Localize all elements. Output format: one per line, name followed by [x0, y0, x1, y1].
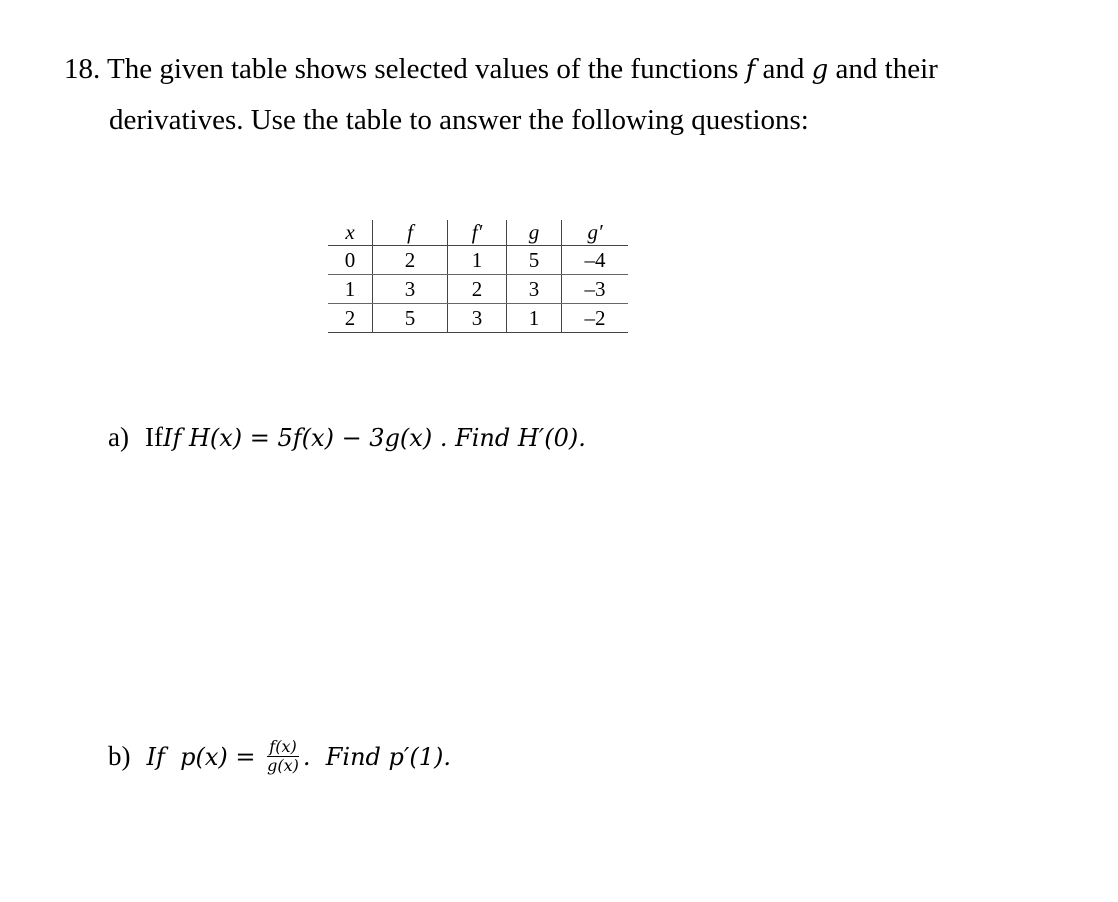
question-a-label: a) — [108, 422, 129, 452]
question-b — [108, 738, 451, 775]
question-b-label: b) — [108, 741, 131, 771]
table-header-cell: g — [507, 220, 562, 246]
table-row — [328, 275, 628, 304]
problem-text-end: and their — [835, 53, 938, 85]
table-row — [328, 304, 628, 333]
question-a-prefix: If — [144, 422, 163, 452]
problem-text-start: The given table shows selected values of the functions — [106, 53, 739, 85]
problem-statement-line-2: derivatives. Use the table to answer the following questions: — [109, 104, 809, 136]
question-a — [108, 422, 586, 453]
question-b-rhs: . Find p′(1). — [302, 742, 451, 771]
table-header-cell: f′ — [448, 220, 507, 246]
table-cell: 0 — [328, 246, 373, 275]
table-cell: 3 — [507, 275, 562, 304]
values-table — [328, 220, 628, 333]
table-cell: –3 — [562, 275, 629, 304]
function-g-symbol: g — [811, 55, 829, 85]
table-header-cell: x — [328, 220, 373, 246]
table-cell: 2 — [328, 304, 373, 333]
table-cell: –4 — [562, 246, 629, 275]
table-cell: 1 — [507, 304, 562, 333]
table-cell: 5 — [373, 304, 448, 333]
problem-statement-line-1 — [64, 52, 938, 87]
problem-number: 18. — [64, 53, 101, 85]
table-cell: 2 — [373, 246, 448, 275]
table-header-row — [328, 220, 628, 246]
question-a-formula: If H(x) = 5f(x) − 3g(x) . Find H′(0). — [162, 423, 586, 452]
table-cell: 5 — [507, 246, 562, 275]
question-b-lhs: If p(x) = — [146, 742, 264, 771]
table-cell: 3 — [373, 275, 448, 304]
table-cell: –2 — [562, 304, 629, 333]
table-row — [328, 246, 628, 275]
table-cell: 1 — [328, 275, 373, 304]
table-cell: 3 — [448, 304, 507, 333]
function-f-symbol: f — [745, 55, 756, 85]
table-header-cell: g′ — [562, 220, 629, 246]
table-cell: 2 — [448, 275, 507, 304]
fraction-numerator: f(x) — [269, 737, 297, 756]
table-header-cell: f — [373, 220, 448, 246]
fraction-denominator: g(x) — [267, 756, 299, 775]
question-b-fraction — [265, 738, 301, 775]
table-cell: 1 — [448, 246, 507, 275]
problem-text-and: and — [762, 53, 805, 85]
